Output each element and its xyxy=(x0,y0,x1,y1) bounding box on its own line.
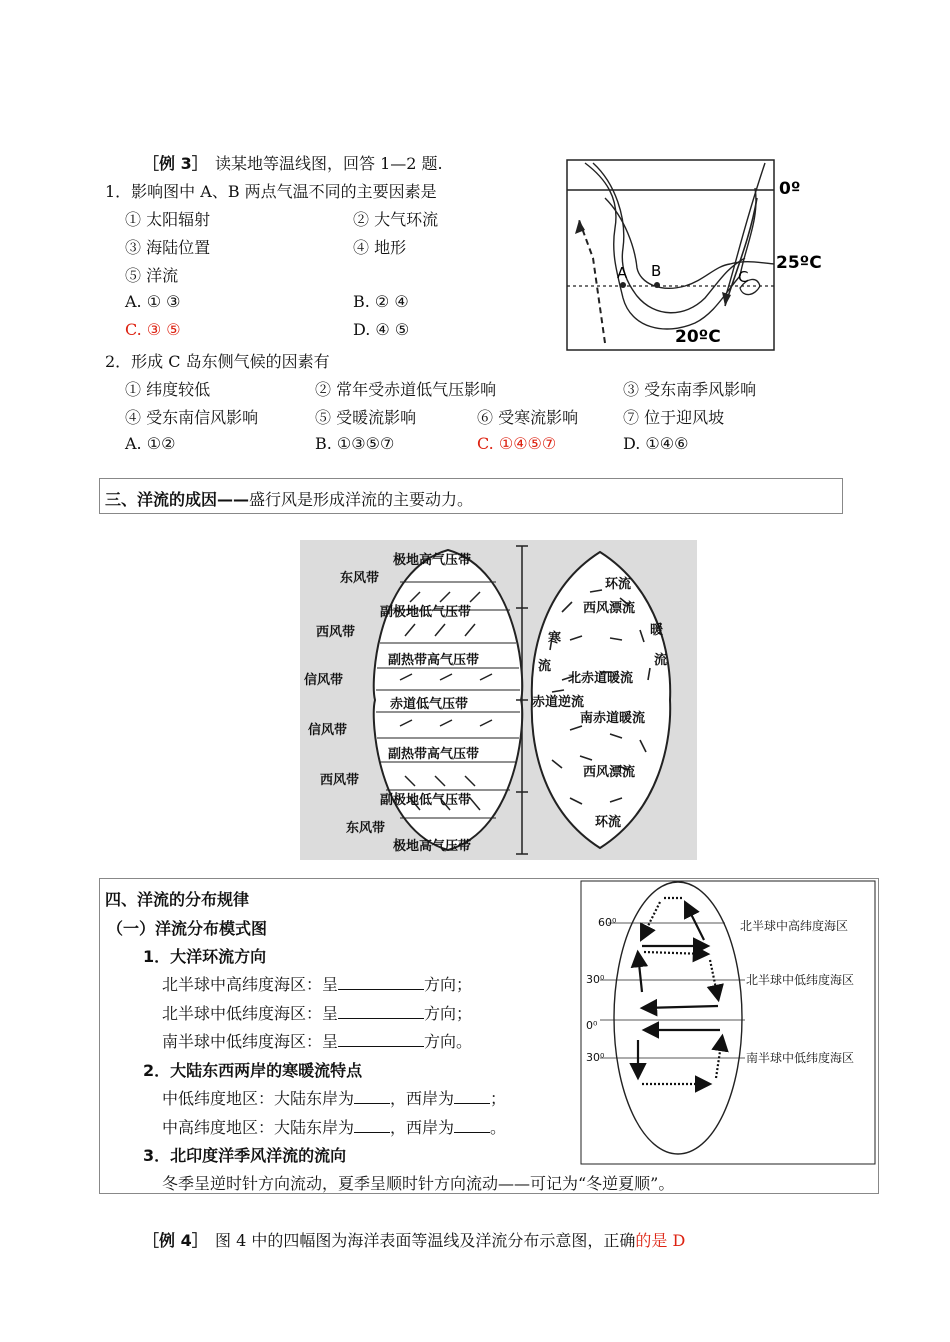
belt-label-2: 副极地低气压带 xyxy=(380,605,472,620)
blank-1[interactable] xyxy=(338,975,424,990)
ex4-tag: ［例 4］ xyxy=(143,1231,208,1250)
line3-dir: 方向。 xyxy=(424,1032,473,1051)
ocean-circulation-figure xyxy=(580,880,876,1166)
map-label-25: 25ºC xyxy=(776,253,822,273)
zone-label-1: 北半球中高纬度海区 xyxy=(740,919,849,933)
lat-30s: 30⁰ xyxy=(586,1051,605,1064)
zone-label-3: 南半球中低纬度海区 xyxy=(746,1051,855,1065)
q1-choice-d: D. ④ ⑤ xyxy=(353,320,410,339)
zone-label-2: 北半球中低纬度海区 xyxy=(746,973,855,987)
lat-30n: 30⁰ xyxy=(586,973,605,986)
map-label-a: A xyxy=(617,264,628,282)
sec4-line3 xyxy=(162,1029,472,1052)
q1-opt1: ① 太阳辐射 xyxy=(125,210,211,229)
map-label-c: C xyxy=(738,268,749,286)
current-huanliu-top: 环流 xyxy=(605,577,632,592)
ex3-tag: ［例 3］ xyxy=(143,154,208,173)
q1-opt3: ③ 海陆位置 xyxy=(125,238,211,257)
current-south-eq: 南赤道暖流 xyxy=(580,711,646,726)
current-warm-2: 流 xyxy=(654,653,668,668)
current-westwind-n: 西风漂流 xyxy=(583,601,636,616)
q1-stem: 1．影响图中 A、B 两点气温不同的主要因素是 xyxy=(105,182,437,201)
q1-choice-c: C. ③ ⑤ xyxy=(125,320,181,339)
q2-opt5: ⑤ 受暖流影响 xyxy=(315,408,417,427)
q1-opt2: ② 大气环流 xyxy=(353,210,439,229)
q2-opt6: ⑥ 受寒流影响 xyxy=(477,408,579,427)
sec4-h1: 1．大洋环流方向 xyxy=(143,947,267,966)
sec4-line4 xyxy=(162,1086,506,1109)
belt-label-3: 副热带高气压带 xyxy=(388,653,480,668)
q2-opt1: ① 纬度较低 xyxy=(125,380,211,399)
line3-text: 南半球中低纬度海区：呈 xyxy=(162,1032,339,1051)
belt-label-5: 副热带高气压带 xyxy=(388,747,480,762)
q2-opt7: ⑦ 位于迎风坡 xyxy=(623,408,725,427)
wind-label-3: 信风带 xyxy=(304,673,344,688)
current-warm-1: 暖 xyxy=(650,623,664,638)
q2-choice-a: A. ①② xyxy=(125,434,176,453)
line5-b: ，西岸为 xyxy=(390,1118,455,1137)
wind-label-1: 东风带 xyxy=(340,571,380,586)
sec4-sub1: （一）洋流分布模式图 xyxy=(107,919,268,938)
line4-b: ，西岸为 xyxy=(390,1089,455,1108)
line5-a: 中高纬度地区：大陆东岸为 xyxy=(162,1118,355,1137)
line1-text: 北半球中高纬度海区：呈 xyxy=(162,975,339,994)
lat-60: 60⁰ xyxy=(598,916,617,929)
blank-2[interactable] xyxy=(338,1004,424,1019)
sec4-line1 xyxy=(162,972,472,995)
q2-choice-d: D. ①④⑥ xyxy=(623,434,689,453)
sec4-line6: 冬季呈逆时针方向流动，夏季呈顺时针方向流动——可记为“冬逆夏顺”。 xyxy=(162,1174,675,1193)
current-counter: 赤道逆流 xyxy=(532,695,585,710)
lat-0: 0⁰ xyxy=(586,1019,598,1032)
sec3-heading xyxy=(105,487,473,510)
blank-3[interactable] xyxy=(338,1032,424,1047)
q2-opt3: ③ 受东南季风影响 xyxy=(623,380,757,399)
line4-c: ； xyxy=(490,1089,507,1108)
blank-4[interactable] xyxy=(354,1089,390,1104)
belt-label-6: 副极地低气压带 xyxy=(380,793,472,808)
isotherm-map xyxy=(565,158,835,354)
q1-opt5: ⑤ 洋流 xyxy=(125,266,179,285)
belt-label-7: 极地高气压带 xyxy=(393,839,472,854)
wind-label-6: 东风带 xyxy=(346,821,386,836)
current-westwind-s: 西风漂流 xyxy=(583,765,636,780)
map-label-20: 20ºC xyxy=(675,327,721,347)
q1-opt4: ④ 地形 xyxy=(353,238,407,257)
belt-label-4: 赤道低气压带 xyxy=(390,697,469,712)
sec4-h2: 2．大陆东西两岸的寒暖流特点 xyxy=(143,1061,363,1080)
sec4-h3: 3．北印度洋季风洋流的流向 xyxy=(143,1146,347,1165)
map-label-0: 0º xyxy=(779,179,801,199)
wind-current-figure xyxy=(300,540,697,860)
blank-7[interactable] xyxy=(454,1118,490,1133)
blank-5[interactable] xyxy=(454,1089,490,1104)
sec4-line2 xyxy=(162,1001,472,1024)
current-huanliu-bot: 环流 xyxy=(595,815,622,830)
line1-dir: 方向； xyxy=(424,975,473,994)
q2-choice-b: B. ①③⑤⑦ xyxy=(315,434,395,453)
current-cold-2: 流 xyxy=(538,659,552,674)
q2-choice-c: C. ①④⑤⑦ xyxy=(477,434,557,453)
sec4-title: 四、洋流的分布规律 xyxy=(105,890,250,909)
wind-label-2: 西风带 xyxy=(316,625,356,640)
ex3-intro: 读某地等温线图，回答 1—2 题. xyxy=(215,154,443,173)
sec4-line5 xyxy=(162,1115,506,1138)
current-north-eq: 北赤道暖流 xyxy=(568,671,634,686)
sec3-text: 盛行风是形成洋流的主要动力。 xyxy=(249,490,474,509)
q1-choice-b: B. ② ④ xyxy=(353,292,409,311)
ex4-line xyxy=(215,1228,685,1251)
wind-label-5: 西风带 xyxy=(320,773,360,788)
q2-opt2: ② 常年受赤道低气压影响 xyxy=(315,380,497,399)
line2-text: 北半球中低纬度海区：呈 xyxy=(162,1004,339,1023)
line5-c: 。 xyxy=(490,1118,507,1137)
q1-choice-a: A. ① ③ xyxy=(125,292,181,311)
belt-label-1: 极地高气压带 xyxy=(393,553,472,568)
q2-opt4: ④ 受东南信风影响 xyxy=(125,408,259,427)
current-cold-1: 寒 xyxy=(548,631,562,646)
map-label-b: B xyxy=(651,262,662,280)
ex4-answer: 的是 D xyxy=(635,1231,686,1250)
line2-dir: 方向； xyxy=(424,1004,473,1023)
line4-a: 中低纬度地区：大陆东岸为 xyxy=(162,1089,355,1108)
ex4-text: 图 4 中的四幅图为海洋表面等温线及洋流分布示意图，正确 xyxy=(215,1231,636,1250)
blank-6[interactable] xyxy=(354,1118,390,1133)
q2-stem: 2．形成 C 岛东侧气候的因素有 xyxy=(105,352,330,371)
sec3-title: 三、洋流的成因—— xyxy=(105,490,250,509)
wind-label-4: 信风带 xyxy=(308,723,348,738)
